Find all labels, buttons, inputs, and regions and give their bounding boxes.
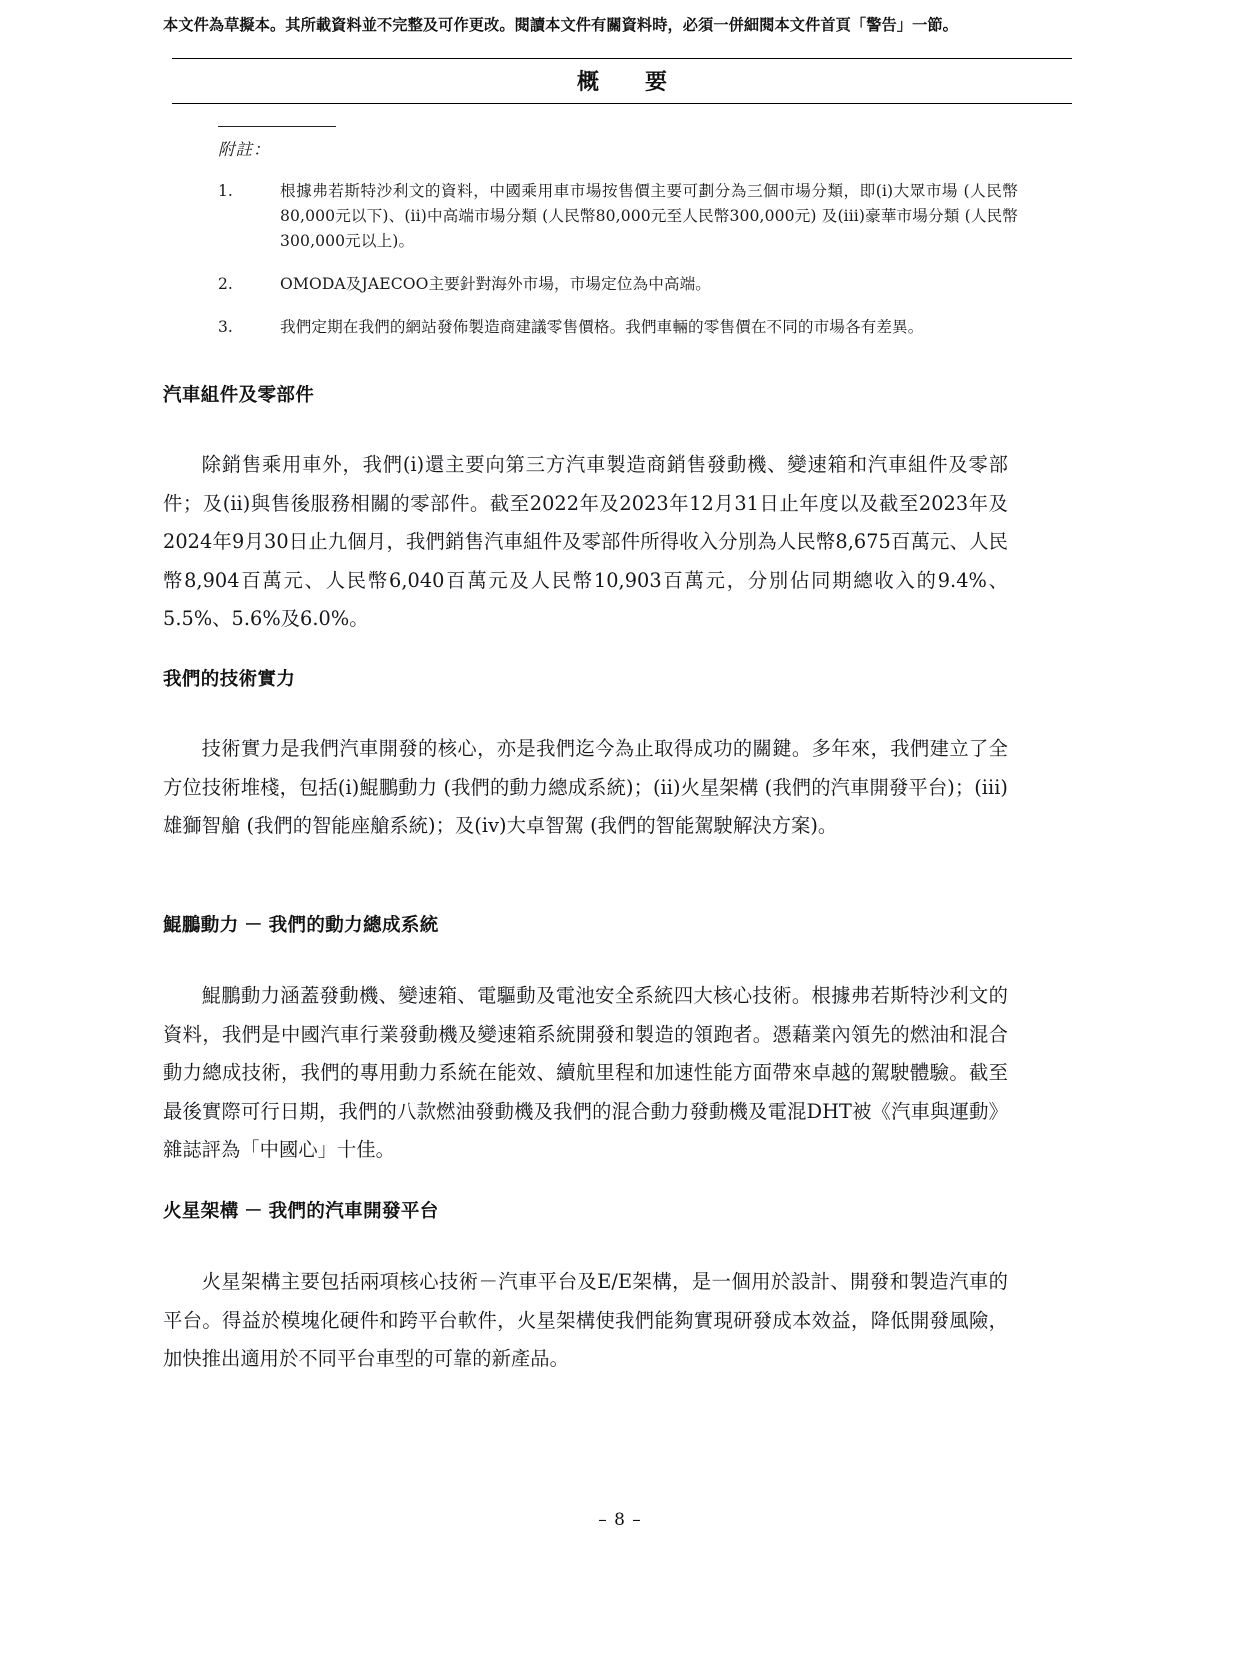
section-kunpeng-power: [163, 911, 1008, 937]
section-tech-strength-body: [163, 730, 1008, 846]
section-tech-strength: [163, 665, 1008, 691]
page-title: 概 要: [576, 69, 679, 95]
header-rule-bottom: [172, 103, 1072, 104]
note-number: 2.: [218, 275, 233, 293]
note-number: 3.: [218, 318, 233, 336]
notes-block: [218, 126, 1018, 358]
note-item: [218, 272, 1018, 297]
running-header: [172, 58, 1072, 104]
note-text: 我們定期在我們的網站發佈製造商建議零售價格。我們車輛的零售價在不同的市場各有差異。: [280, 318, 924, 336]
note-item: [218, 179, 1018, 254]
draft-warning-text: 本文件為草擬本。其所載資料並不完整及可作更改。閱讀本文件有關資料時，必須一併細閱本文件首頁「警告」一節。: [163, 17, 958, 34]
notes-divider: [218, 126, 336, 127]
section-kunpeng-power-body: [163, 977, 1008, 1170]
note-number: 1.: [218, 182, 233, 200]
note-text: OMODA及JAECOO主要針對海外市場，市場定位為中高端。: [280, 275, 711, 293]
notes-label: 附註：: [218, 140, 271, 159]
section-paragraph: 鯤鵬動力涵蓋發動機、變速箱、電驅動及電池安全系統四大核心技術。根據弗若斯特沙利文的資料，我們是中國汽車行業發動機及變速箱系統開發和製造的領跑者。憑藉業內領先的燃油和混合動力總成技術，我們的專用動力系統在能效、續航里程和加速性能方面帶來卓越的駕駛體驗。截至最後實際可行日期，我們的八款燃油發動機及我們的混合動力發動機及電混DHT被《汽車與運動》雜誌評為「中國心」十佳。: [163, 984, 1008, 1161]
section-heading: 汽車組件及零部件: [163, 384, 315, 405]
note-text: 根據弗若斯特沙利文的資料，中國乘用車市場按售價主要可劃分為三個市場分類，即(i)大眾市場 (人民幣80,000元以下)、(ii)中高端市場分類 (人民幣80,000元至人民幣300,000元) 及(iii)豪華市場分類 (人民幣300,000元以上)。: [280, 182, 1018, 250]
section-heading: 火星架構 － 我們的汽車開發平台: [163, 1200, 439, 1221]
section-paragraph: 除銷售乘用車外，我們(i)還主要向第三方汽車製造商銷售發動機、變速箱和汽車組件及零部件；及(ii)與售後服務相關的零部件。截至2022年及2023年12月31日止年度以及截至2023年及2024年9月30日止九個月，我們銷售汽車組件及零部件所得收入分別為人民幣8,675百萬元、人民幣8,904百萬元、人民幣6,040百萬元及人民幣10,903百萬元，分別佔同期總收入的9.4%、5.5%、5.6%及6.0%。: [163, 453, 1008, 630]
note-item: [218, 315, 1018, 340]
section-heading: 我們的技術實力: [163, 668, 296, 689]
section-mars-architecture: [163, 1197, 1008, 1223]
section-auto-components-body: [163, 446, 1008, 639]
section-mars-architecture-body: [163, 1263, 1008, 1379]
section-paragraph: 火星架構主要包括兩項核心技術－汽車平台及E/E架構，是一個用於設計、開發和製造汽車的平台。得益於模塊化硬件和跨平台軟件，火星架構使我們能夠實現研發成本效益，降低開發風險，加快推出適用於不同平台車型的可靠的新產品。: [163, 1270, 1008, 1370]
section-auto-components: [163, 381, 1008, 407]
section-heading: 鯤鵬動力 － 我們的動力總成系統: [163, 914, 439, 935]
section-paragraph: 技術實力是我們汽車開發的核心，亦是我們迄今為止取得成功的關鍵。多年來，我們建立了全方位技術堆棧，包括(i)鯤鵬動力 (我們的動力總成系統)；(ii)火星架構 (我們的汽車開發平台)；(iii)雄獅智艙 (我們的智能座艙系統)；及(iv)大卓智駕 (我們的智能駕駛解決方案)。: [163, 737, 1008, 837]
page-number: – 8 –: [598, 1510, 642, 1530]
